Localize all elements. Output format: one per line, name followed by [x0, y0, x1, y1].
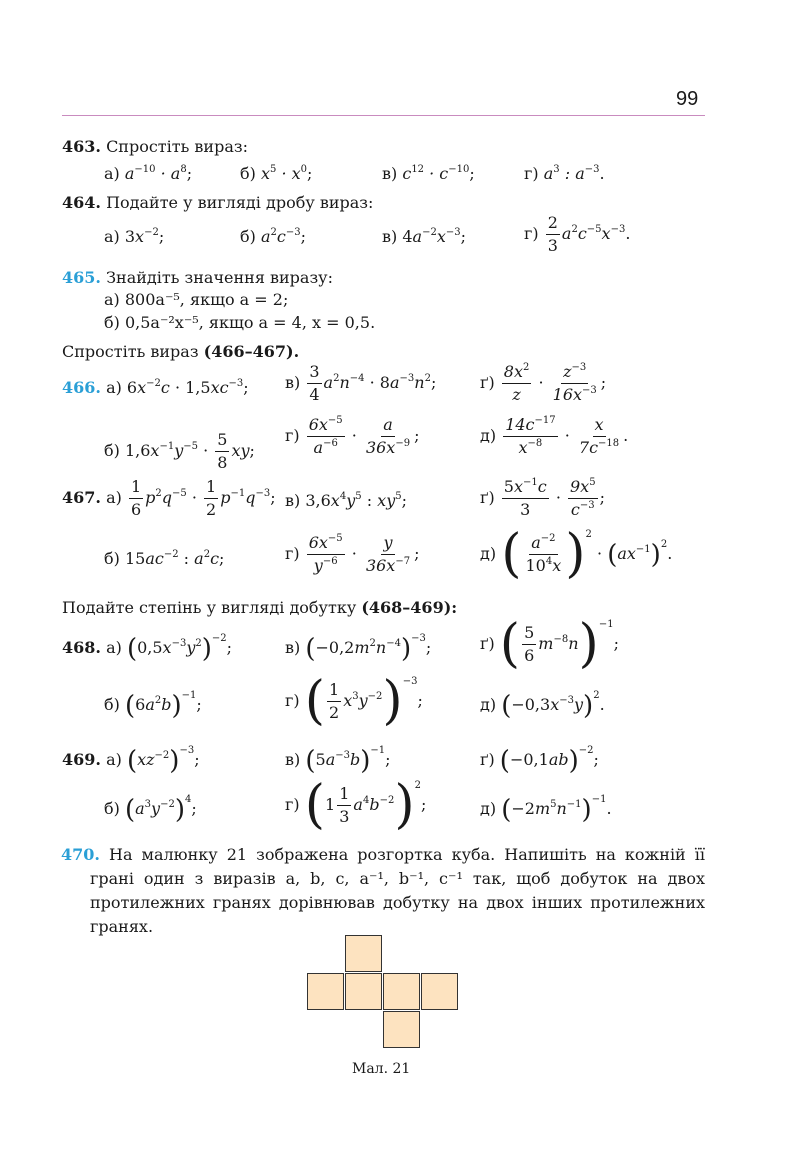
- exercise-464-b: б) $a^2c^{-3}$;: [240, 227, 306, 246]
- exercise-465-b: б) 0,5a⁻²x⁻⁵, якщо a = 4, x = 0,5.: [104, 313, 376, 332]
- exercise-465-a: а) 800a⁻⁵, якщо a = 2;: [104, 290, 289, 309]
- exercise-466-g: г) $\frac{6x^{-5}}{a^{-6}}$ · $\frac{a}{36x^{-9}}$ ;: [285, 415, 420, 457]
- exercise-463-g: г) $a^3$ : $a^{-3}$.: [524, 164, 605, 183]
- exercise-470: 470. На малюнку 21 зображена розгортка куба. Напишіть на кожній її грані один з виразів a, b, c, a⁻¹, b⁻¹, c⁻¹ так, щоб добуток на двох протилежних гранях дорівнював добутку на двох інших протилежних гранях.: [61, 845, 705, 936]
- exercise-467-gg: ґ) $\frac{5x^{-1}c}{3}$ · $\frac{9x^5}{c^{-3}}$ ;: [480, 477, 605, 519]
- cube-face-right: [383, 973, 420, 1010]
- exercise-464-heading: 464. Подайте у вигляді дробу вираз:: [62, 193, 374, 212]
- exercise-468-gg: ґ) ( $\frac{5}{6}$ $m^{-8}n)^{-1}$;: [480, 614, 619, 674]
- exercise-467-a: 467. а) $\frac{1}{6}$ $p^2q^{-5}$ · $\frac{1}{2}$ $p^{-1}q^{-3}$;: [62, 477, 276, 519]
- exercise-469-b: б) $(a^3y^{-2})^4$;: [104, 794, 197, 825]
- exercise-469-a: 469. а) $(xz^{-2})^{-3}$;: [62, 745, 200, 776]
- exercise-467-d: д) ( $\frac{a^{-2}}{10^4x}$ )$^2 \cdot (ax^{-1})^2$.: [480, 524, 673, 584]
- cube-face-back: [421, 973, 458, 1010]
- exercise-466-d: д) $\frac{14c^{-17}}{x^{-8}}$ · $\frac{x}{7c^{-18}}$ .: [480, 415, 629, 457]
- exercise-467-g: г) $\frac{6x^{-5}}{y^{-6}}$ · $\frac{y}{36x^{-7}}$ ;: [285, 533, 420, 575]
- exercise-463-v: в) $c^{12} \cdot c^{-10}$;: [382, 164, 475, 183]
- figure-caption: Мал. 21: [352, 1061, 411, 1077]
- intro-466-467: Спростіть вираз (466–467).: [62, 342, 300, 361]
- header-rule: [62, 115, 705, 116]
- exercise-468-a: 468. а) $(0,5x^{-3}y^2)^{-2}$;: [62, 633, 233, 664]
- exercise-467-b: б) $15ac^{-2}$ : $a^2c$;: [104, 549, 225, 568]
- exercise-466-b: б) $1,6x^{-1}y^{-5}$ · $\frac{5}{8}$ xy;: [104, 430, 255, 472]
- exercise-468-d: д) $(-0,3x^{-3}y)^2$.: [480, 690, 605, 721]
- exercise-465-heading: 465. Знайдіть значення виразу:: [62, 268, 333, 287]
- exercise-469-g: г) (1 $\frac{1}{3}$ $a^4b^{-2})^2$;: [285, 775, 427, 835]
- exercise-466-gg: ґ) $\frac{8x^2}{z}$ · $\frac{z^{-3}}{16x^{-3}}$ ;: [480, 362, 607, 404]
- exercise-463-a: а) $a^{-10} \cdot a^8$;: [104, 164, 193, 183]
- exercise-469-v: в) $(5a^{-3}b)^{-1}$;: [285, 745, 391, 776]
- exercise-463-heading: 463. Спростіть вираз:: [62, 137, 248, 156]
- exercise-469-d: д) $(-2m^5n^{-1})^{-1}$.: [480, 794, 612, 825]
- exercise-463-b: б) $x^5 \cdot x^0$;: [240, 164, 313, 183]
- exercise-464-g: г) $\frac{2}{3}$ $a^2c^{-5}x^{-3}$.: [524, 213, 631, 255]
- exercise-464-a: а) $3x^{-2}$;: [104, 227, 165, 246]
- intro-468-469: Подайте степінь у вигляді добутку (468–469):: [62, 598, 458, 617]
- exercise-468-v: в) $(-0,2m^2n^{-4})^{-3}$;: [285, 633, 432, 664]
- cube-face-left: [307, 973, 344, 1010]
- exercise-468-b: б) $(6a^2b)^{-1}$;: [104, 690, 202, 721]
- cube-face-bottom: [383, 1011, 420, 1048]
- exercise-467-v: в) $3,6x^4y^5$ : $xy^5$;: [285, 491, 407, 510]
- cube-face-front: [345, 973, 382, 1010]
- exercise-469-gg: ґ) $(-0,1ab)^{-2}$;: [480, 745, 599, 776]
- exercise-466-v: в) $\frac{3}{4}$ $a^2n^{-4} \cdot 8a^{-3}n^2$;: [285, 362, 437, 404]
- exercise-468-g: г) ( $\frac{1}{2}$ $x^3y^{-2})^{-3}$;: [285, 671, 423, 731]
- page-number: 99: [676, 88, 699, 110]
- exercise-464-v: в) $4a^{-2}x^{-3}$;: [382, 227, 466, 246]
- cube-face-top: [345, 935, 382, 972]
- exercise-466-a: 466. а) $6x^{-2}c \cdot 1,5xc^{-3}$;: [62, 378, 249, 397]
